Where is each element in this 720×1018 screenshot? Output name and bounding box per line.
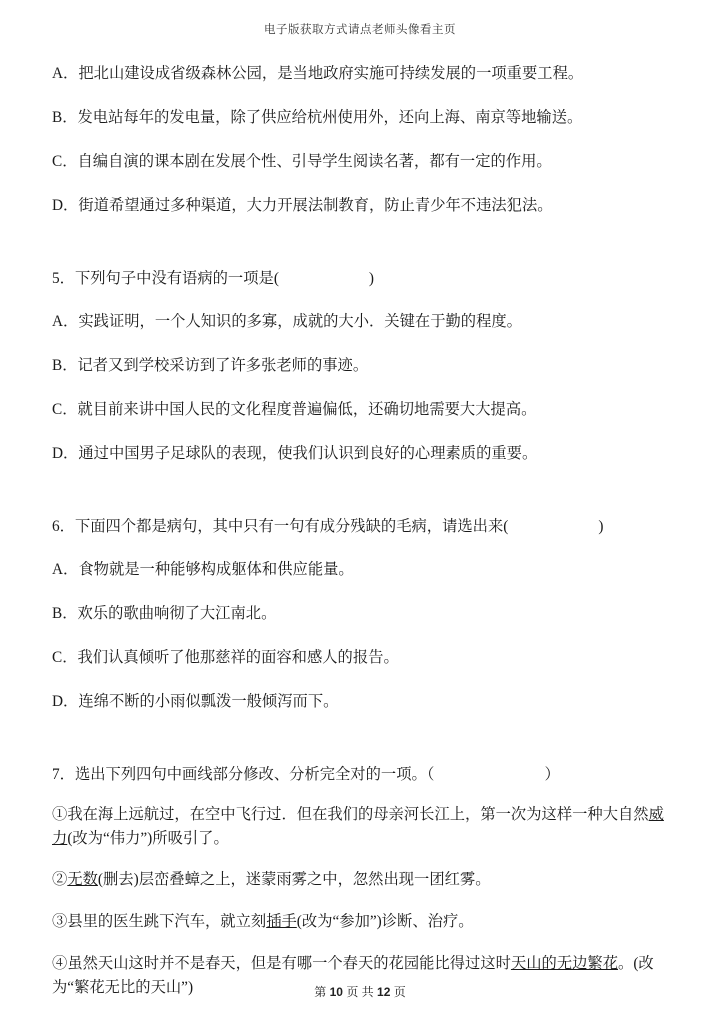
- option-text: 就目前来讲中国人民的文化程度普遍偏低，还确切地需要大大提高。: [77, 401, 537, 418]
- footer-current-page: 10: [329, 985, 343, 999]
- option-row: [52, 430, 672, 474]
- option-row: [52, 50, 672, 94]
- option-row: [52, 342, 672, 386]
- question-text: 下面四个都是病句，其中只有一句有成分残缺的毛病，请选出来(: [74, 518, 509, 535]
- question-text: 下列句子中没有语病的一项是(: [74, 270, 279, 287]
- section-spacer: [52, 722, 672, 752]
- footer-suffix: 页: [393, 985, 406, 999]
- question-number: 7．: [52, 766, 75, 783]
- sub-item-marker: ④: [52, 954, 68, 972]
- footer-prefix: 第: [314, 985, 327, 999]
- option-text: 通过中国男子足球队的表现，使我们认识到良好的心理素质的重要。: [78, 445, 538, 462]
- option-row: [52, 94, 672, 138]
- option-marker: D．: [52, 693, 79, 710]
- option-text: 自编自演的课本剧在发展个性、引导学生阅读名著，都有一定的作用。: [77, 153, 552, 170]
- option-text: 把北山建设成省级森林公园，是当地政府实施可持续发展的一项重要工程。: [78, 65, 584, 82]
- paren-close: ): [598, 518, 604, 535]
- underlined-phrase: 天山的无边繁花: [510, 954, 619, 972]
- sub-item: [52, 794, 672, 859]
- option-marker: D．: [52, 445, 79, 462]
- footer-middle: 页 共: [346, 985, 374, 999]
- question-stem-7: [52, 752, 672, 794]
- sub-item-pre: 我在海上远航过，在空中飞行过．但在我们的母亲河长江上，第一次为这样一种大自然: [67, 806, 649, 823]
- option-row: [52, 678, 672, 722]
- option-text: 连绵不断的小雨似瓢泼一般倾泻而下。: [78, 693, 339, 710]
- option-row: [52, 386, 672, 430]
- option-marker: A．: [52, 561, 79, 578]
- sub-item-pre: 县里的医生跳下汽车，就立刻: [67, 913, 267, 931]
- sub-item-post: (删去)层峦叠蟑之上，迷蒙雨雾之中，忽然出现一团红雾。: [97, 871, 491, 889]
- underlined-phrase: 插手: [266, 913, 297, 931]
- question-number: 6．: [52, 518, 75, 535]
- option-text: 我们认真倾听了他那慈祥的面容和感人的报告。: [77, 649, 399, 666]
- option-row: [52, 546, 672, 590]
- section-spacer: [52, 474, 672, 504]
- option-marker: A．: [52, 65, 79, 82]
- question-text: 选出下列四句中画线部分修改、分析完全对的一项。（: [74, 766, 435, 783]
- underlined-phrase: 威力: [52, 806, 664, 847]
- option-text: 街道希望通过多种渠道，大力开展法制教育，防止青少年不违法犯法。: [78, 197, 553, 214]
- option-text: 发电站每年的发电量，除了供应给杭州使用外，还向上海、南京等地输送。: [77, 109, 583, 126]
- underlined-phrase: 无数: [67, 871, 98, 889]
- sub-item-marker: ②: [52, 871, 68, 889]
- section-spacer: [52, 226, 672, 256]
- option-row: [52, 634, 672, 678]
- option-row: [52, 298, 672, 342]
- page-footer: [0, 983, 720, 1000]
- option-marker: B．: [52, 109, 78, 126]
- question-stem-5: [52, 256, 672, 298]
- option-row: [52, 138, 672, 182]
- option-marker: C．: [52, 153, 78, 170]
- option-text: 欢乐的歌曲响彻了大江南北。: [77, 605, 277, 622]
- document-body: [0, 50, 720, 1008]
- option-marker: B．: [52, 357, 78, 374]
- question-stem-6: [52, 504, 672, 546]
- option-marker: C．: [52, 401, 78, 418]
- footer-total-pages: 12: [377, 985, 391, 999]
- option-marker: A．: [52, 313, 79, 330]
- option-marker: D．: [52, 197, 79, 214]
- sub-item-pre: 虽然天山这时并不是春天，但是有哪一个春天的花园能比得过这时: [67, 954, 511, 972]
- paren-close: ）: [544, 766, 560, 783]
- option-row: [52, 590, 672, 634]
- page-header-note: 电子版获取方式请点老师头像看主页: [264, 24, 456, 36]
- option-marker: B．: [52, 605, 78, 622]
- option-text: 记者又到学校采访到了许多张老师的事迹。: [77, 357, 369, 374]
- option-text: 实践证明，一个人知识的多寡，成就的大小．关键在于勤的程度。: [78, 313, 522, 330]
- sub-item-post: 。(改为“繁花无比的天山”): [52, 954, 654, 996]
- option-marker: C．: [52, 649, 78, 666]
- sub-item: [52, 901, 672, 943]
- sub-item-post: (改为“参加”)诊断、治疗。: [296, 913, 474, 931]
- sub-item: [52, 859, 672, 901]
- question-number: 5．: [52, 270, 75, 287]
- sub-item-marker: ③: [52, 913, 68, 931]
- sub-item-marker: ①: [52, 806, 68, 823]
- sub-item-post: (改为“伟力”)所吸引了。: [67, 829, 229, 847]
- paren-close: ): [368, 270, 375, 287]
- option-row: [52, 182, 672, 226]
- option-text: 食物就是一种能够构成躯体和供应能量。: [78, 561, 354, 578]
